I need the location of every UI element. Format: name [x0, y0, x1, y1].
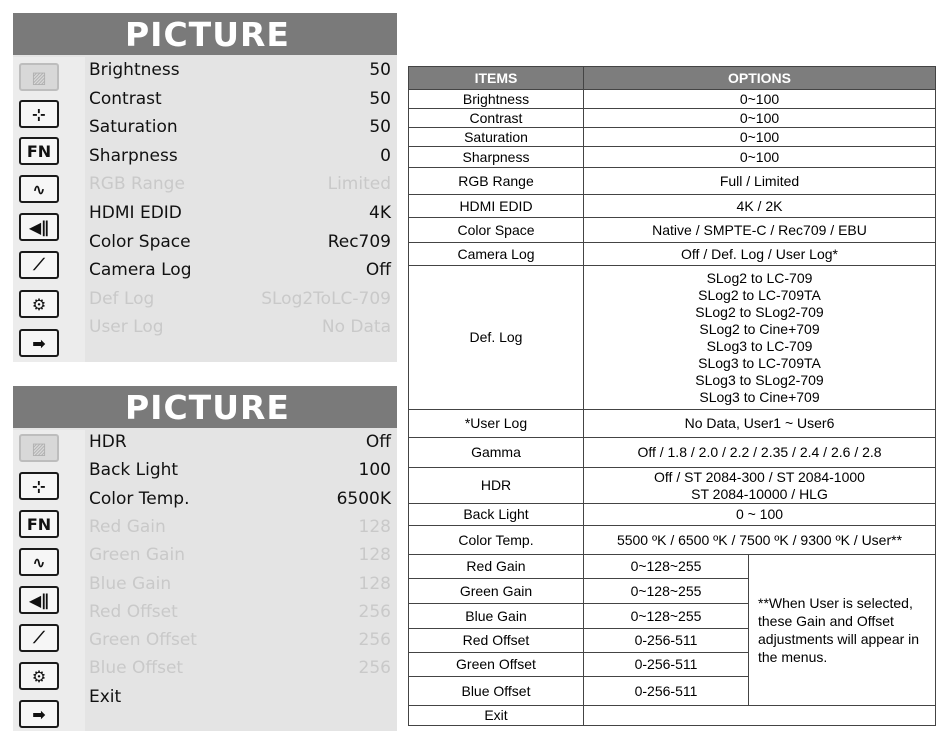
item-cell: Blue Offset [409, 677, 584, 706]
option-cell: 0-256-511 [584, 653, 749, 677]
osd-item-label: Color Space [89, 231, 191, 252]
item-cell: HDMI EDID [409, 195, 584, 218]
osd-menu-item[interactable] [89, 113, 391, 141]
item-cell: Def. Log [409, 266, 584, 410]
picture-icon[interactable]: ▨ [19, 63, 59, 91]
table-row [409, 438, 936, 468]
osd-item-value: Limited [327, 174, 391, 195]
osd-item-value: 256 [358, 601, 391, 622]
osd-item-label: Color Temp. [89, 488, 190, 509]
waveform-icon[interactable]: ∿ [19, 175, 59, 203]
exit-icon[interactable]: ➡ [19, 329, 59, 357]
table-row [409, 706, 936, 726]
waveform-icon[interactable]: ∿ [19, 548, 59, 576]
item-cell: Back Light [409, 504, 584, 526]
option-cell [584, 706, 936, 726]
item-cell: Gamma [409, 438, 584, 468]
option-cell: 0~128~255 [584, 604, 749, 629]
osd-item-label: Red Offset [89, 601, 178, 622]
option-cell: 4K / 2K [584, 195, 936, 218]
item-cell: HDR [409, 468, 584, 504]
item-cell: Camera Log [409, 243, 584, 266]
osd-menu-item [89, 626, 391, 654]
audio-icon[interactable]: ◀∥ [19, 213, 59, 241]
item-cell: Contrast [409, 109, 584, 128]
option-line: ST 2084-10000 / HLG [691, 485, 828, 502]
osd-item-value: Off [365, 432, 391, 452]
osd-icon-column [13, 430, 85, 731]
osd-item-value: SLog2ToLC-709 [261, 288, 391, 309]
osd-item-value: Off [365, 260, 391, 281]
table-row [409, 147, 936, 168]
option-cell: Off / 1.8 / 2.0 / 2.2 / 2.35 / 2.4 / 2.6 / 2.8 [584, 438, 936, 468]
options-table [408, 66, 936, 726]
osd-menu-item [89, 170, 391, 198]
osd-menu-item[interactable] [89, 456, 391, 484]
option-line: SLog2 to SLog2-709 [695, 303, 824, 320]
item-cell: Blue Gain [409, 604, 584, 629]
item-cell: Color Space [409, 218, 584, 243]
osd-item-label: Camera Log [89, 260, 192, 281]
osd-item-value: 100 [358, 460, 391, 481]
option-cell: No Data, User1 ~ User6 [584, 410, 936, 438]
osd-item-label: Sharpness [89, 145, 178, 166]
osd-item-label: Saturation [89, 117, 178, 138]
table-row [409, 195, 936, 218]
exit-icon[interactable]: ➡ [19, 700, 59, 728]
option-cell: Native / SMPTE-C / Rec709 / EBU [584, 218, 936, 243]
option-line: SLog2 to LC-709 [706, 269, 813, 286]
table-row [409, 410, 936, 438]
osd-item-label: Exit [89, 686, 122, 707]
osd-item-list [89, 430, 391, 731]
user-note: **When User is selected, these Gain and Offset adjustments will appear in the menus. [749, 555, 936, 706]
osd-item-label: Blue Gain [89, 573, 172, 594]
option-cell: 0~100 [584, 109, 936, 128]
osd-menu-top [13, 13, 397, 362]
option-cell [584, 468, 936, 504]
osd-menu-item [89, 313, 391, 341]
option-line: SLog3 to LC-709 [706, 337, 813, 354]
osd-menu-bottom [13, 386, 397, 731]
option-cell: 0~128~255 [584, 579, 749, 604]
option-line: SLog3 to LC-709TA [698, 354, 821, 371]
osd-title: PICTURE [13, 13, 397, 55]
osd-menu-item[interactable] [89, 683, 391, 711]
osd-menu-item[interactable] [89, 256, 391, 284]
osd-item-label: Blue Offset [89, 658, 184, 679]
table-row [409, 526, 936, 555]
osd-item-value: 50 [369, 88, 391, 109]
osd-item-value: Rec709 [327, 231, 391, 252]
aspect-icon[interactable]: ⊹ [19, 472, 59, 500]
osd-menu-item [89, 513, 391, 541]
image-adjust-icon[interactable]: ⟋ [19, 624, 59, 652]
osd-menu-item[interactable] [89, 56, 391, 84]
osd-menu-item[interactable] [89, 199, 391, 227]
osd-item-value: 128 [358, 573, 391, 594]
osd-menu-item[interactable] [89, 428, 391, 456]
osd-item-value: 256 [358, 658, 391, 679]
osd-menu-item [89, 570, 391, 598]
osd-item-label: Brightness [89, 60, 180, 80]
osd-item-label: HDMI EDID [89, 203, 182, 223]
osd-item-value: 4K [369, 203, 391, 223]
item-cell: Saturation [409, 128, 584, 147]
item-cell: Green Offset [409, 653, 584, 677]
option-line: SLog2 to Cine+709 [699, 320, 820, 337]
item-cell: Red Gain [409, 555, 584, 579]
item-cell: Sharpness [409, 147, 584, 168]
osd-menu-item [89, 541, 391, 569]
osd-item-label: Green Gain [89, 545, 185, 566]
osd-menu-item[interactable] [89, 142, 391, 170]
osd-menu-item [89, 285, 391, 313]
osd-item-label: Contrast [89, 88, 162, 109]
osd-menu-item[interactable] [89, 85, 391, 113]
item-cell: *User Log [409, 410, 584, 438]
option-cell: 5500 ºK / 6500 ºK / 7500 ºK / 9300 ºK / User** [584, 526, 936, 555]
option-cell: Off / Def. Log / User Log* [584, 243, 936, 266]
osd-menu-item[interactable] [89, 485, 391, 513]
osd-item-label: Green Offset [89, 630, 197, 651]
image-adjust-icon[interactable]: ⟋ [19, 251, 59, 279]
table-row [409, 468, 936, 504]
osd-item-label: User Log [89, 317, 164, 338]
settings-icon[interactable]: ⚙ [19, 662, 59, 690]
option-cell: 0~128~255 [584, 555, 749, 579]
option-cell: 0~100 [584, 90, 936, 109]
osd-item-label: RGB Range [89, 174, 185, 195]
item-cell: Exit [409, 706, 584, 726]
option-cell: 0-256-511 [584, 677, 749, 706]
table-row [409, 168, 936, 195]
osd-menu-item [89, 598, 391, 626]
option-line: SLog3 to Cine+709 [699, 388, 820, 405]
table-row [409, 555, 936, 579]
item-cell: Green Gain [409, 579, 584, 604]
option-cell [584, 266, 936, 410]
item-cell: Color Temp. [409, 526, 584, 555]
function-icon[interactable]: FN [19, 137, 59, 165]
table-row [409, 266, 936, 410]
osd-item-label: Back Light [89, 460, 179, 481]
osd-item-label: HDR [89, 432, 127, 452]
function-icon[interactable]: FN [19, 510, 59, 538]
option-cell: 0~100 [584, 147, 936, 168]
option-cell: Full / Limited [584, 168, 936, 195]
osd-item-label: Red Gain [89, 516, 166, 537]
table-row [409, 109, 936, 128]
option-line: SLog3 to SLog2-709 [695, 371, 824, 388]
table-row [409, 128, 936, 147]
osd-item-value: No Data [321, 317, 391, 338]
option-cell: 0-256-511 [584, 629, 749, 653]
option-line: SLog2 to LC-709TA [698, 286, 821, 303]
options-header: OPTIONS [584, 67, 936, 90]
osd-item-value: 50 [369, 117, 391, 138]
osd-item-value: 128 [358, 545, 391, 566]
option-cell: 0~100 [584, 128, 936, 147]
aspect-icon[interactable]: ⊹ [19, 100, 59, 128]
item-cell: Brightness [409, 90, 584, 109]
audio-icon[interactable]: ◀∥ [19, 586, 59, 614]
table-row [409, 243, 936, 266]
osd-item-value: 0 [380, 145, 391, 166]
option-cell: 0 ~ 100 [584, 504, 936, 526]
option-line: Off / ST 2084-300 / ST 2084-1000 [654, 468, 865, 485]
osd-item-label: Def Log [89, 288, 155, 309]
osd-item-list [89, 57, 391, 362]
table-row [409, 504, 936, 526]
item-cell: Red Offset [409, 629, 584, 653]
item-cell: RGB Range [409, 168, 584, 195]
osd-item-value: 128 [358, 516, 391, 537]
items-header: ITEMS [409, 67, 584, 90]
table-row [409, 90, 936, 109]
osd-title: PICTURE [13, 386, 397, 428]
table-row [409, 218, 936, 243]
osd-item-value: 256 [358, 630, 391, 651]
picture-icon[interactable]: ▨ [19, 434, 59, 462]
osd-menu-item[interactable] [89, 228, 391, 256]
osd-menu-item [89, 654, 391, 682]
osd-item-value: 6500K [336, 488, 391, 509]
osd-item-value: 50 [369, 60, 391, 80]
settings-icon[interactable]: ⚙ [19, 290, 59, 318]
osd-icon-column [13, 57, 85, 362]
